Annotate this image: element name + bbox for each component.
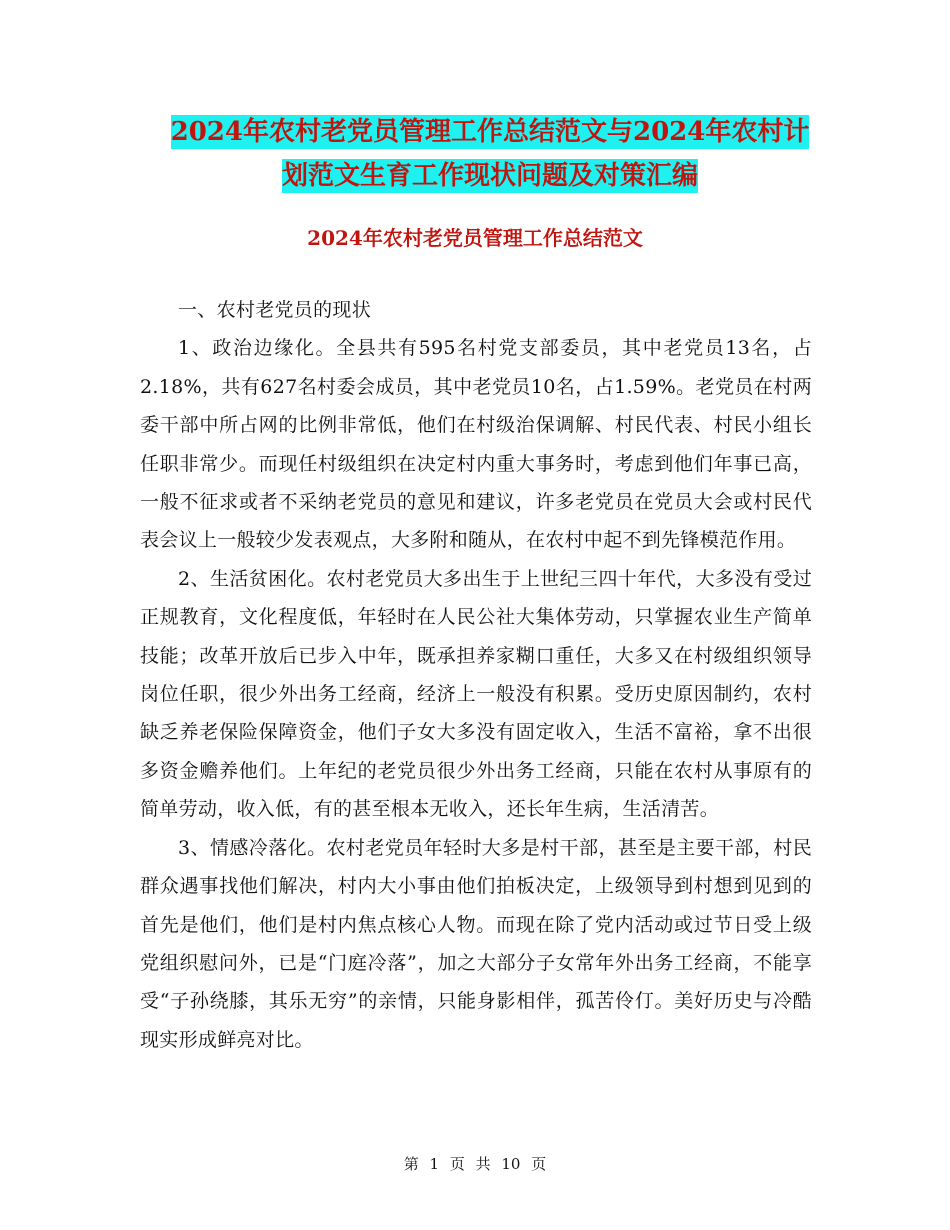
paragraph-3: 3、情感冷落化。农村老党员年轻时大多是村干部，甚至是主要干部，村民群众遇事找他们解决，村内大小事由他们拍板决定，上级领导到村想到见到的首先是他们，他们是村内焦点核心人物。而现在除了党内活动或过节日受上级党组织慰问外，已是“门庭冷落”，加之大部分子女常年外出务工经商，不能享受“子孙绕膝，其乐无穷”的亲情，只能身影相伴，孤苦伶仃。美好历史与冷酷现实形成鲜亮对比。 [140, 836, 812, 1051]
section-title: 2024年农村老党员管理工作总结范文 [307, 226, 643, 250]
page-footer: 第 1 页 共 10 页 [403, 1155, 547, 1173]
paragraph-heading: 一、农村老党员的现状 [178, 299, 372, 321]
document-title-line-1 [140, 108, 840, 156]
paragraph-1: 1、政治边缘化。全县共有595名村党支部委员，其中老党员13名，占2.18%，共有627名村委会成员，其中老党员10名，占1.59%。老党员在村两委干部中所占网的比例非常低，他们在村级治保调解、村民代表、村民小组长任职非常少。而现任村级组织在决定村内重大事务时，考虑到他们年事已高，一般不征求或者不采纳老党员的意见和建议，许多老党员在党员大会或村民代表会议上一般较少发表观点，大多附和随从，在农村中起不到先锋模范作用。 [140, 337, 812, 552]
document-body [140, 291, 812, 1059]
title-highlight-2: 划范文生育工作现状问题及对策汇编 [281, 161, 698, 191]
title-highlight-1: 2024年农村老党员管理工作总结范文与2024年农村计 [170, 117, 810, 147]
document-title-line-2 [140, 152, 840, 200]
paragraph-2: 2、生活贫困化。农村老党员大多出生于上世纪三四十年代，大多没有受过正规教育，文化程度低，年轻时在人民公社大集体劳动，只掌握农业生产简单技能；改革开放后已步入中年，既承担养家糊口重任，大多又在村级组织领导岗位任职，很少外出务工经商，经济上一般没有积累。受历史原因制约，农村缺乏养老保险保障资金，他们子女大多没有固定收入，生活不富裕，拿不出很多资金赡养他们。上年纪的老党员很少外出务工经商，只能在农村从事原有的简单劳动，收入低，有的甚至根本无收入，还长年生病，生活清苦。 [140, 567, 812, 821]
